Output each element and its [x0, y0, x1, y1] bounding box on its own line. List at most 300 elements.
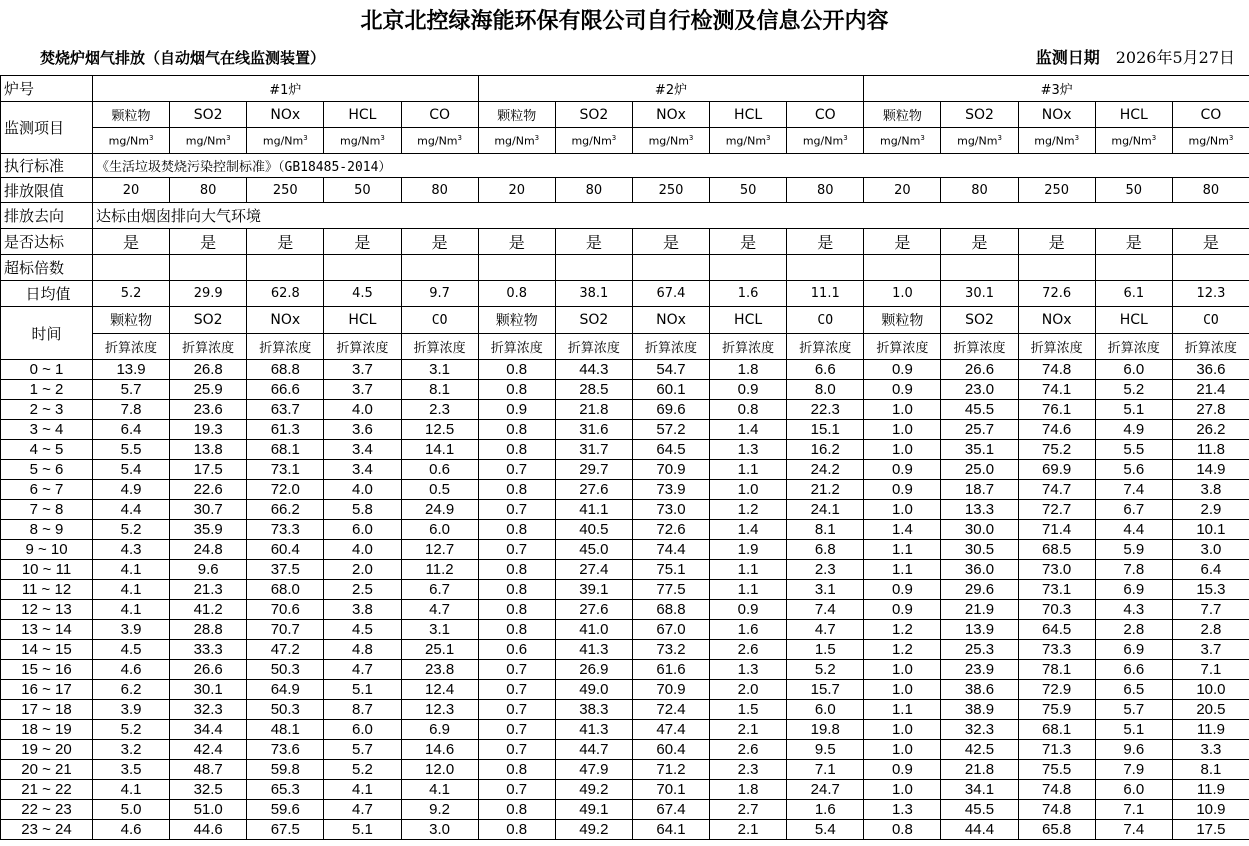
value-cell: 66.2	[247, 500, 324, 520]
daily-avg-f2-nox: 67.4	[632, 281, 709, 307]
value-cell: 39.1	[555, 580, 632, 600]
unit-text: mg/Nm	[1111, 134, 1152, 148]
value-cell: 47.4	[632, 720, 709, 740]
table-row	[1, 480, 1249, 500]
converted-label-f2-co: 折算浓度	[787, 334, 864, 360]
value-cell: 8.1	[401, 380, 478, 400]
value-cell: 69.9	[1018, 460, 1095, 480]
limit-f1-so2: 80	[170, 178, 247, 203]
daily-avg-f2-particulate: 0.8	[478, 281, 555, 307]
value-cell: 64.1	[632, 820, 709, 840]
exceed-f1-hcl	[324, 255, 401, 281]
value-cell: 12.0	[401, 760, 478, 780]
value-cell: 25.3	[941, 640, 1018, 660]
value-cell: 4.1	[401, 780, 478, 800]
table-row	[1, 720, 1249, 740]
value-cell: 25.0	[941, 460, 1018, 480]
exceed-f2-co	[787, 255, 864, 281]
value-cell: 21.9	[941, 600, 1018, 620]
value-cell: 1.0	[864, 660, 941, 680]
value-cell: 0.9	[864, 380, 941, 400]
value-cell: 0.8	[478, 440, 555, 460]
unit-superscript: 3	[920, 133, 925, 142]
value-cell: 2.3	[401, 400, 478, 420]
hour-cell: 20 ~ 21	[1, 760, 93, 780]
limit-f3-co: 80	[1172, 178, 1249, 203]
value-cell: 12.4	[401, 680, 478, 700]
value-cell: 41.3	[555, 720, 632, 740]
value-cell: 3.4	[324, 440, 401, 460]
value-cell: 73.3	[1018, 640, 1095, 660]
exceed-f3-particulate	[864, 255, 941, 281]
value-cell: 64.5	[632, 440, 709, 460]
value-cell: 14.1	[401, 440, 478, 460]
hour-cell: 9 ~ 10	[1, 540, 93, 560]
value-cell: 70.6	[247, 600, 324, 620]
hour-cell: 12 ~ 13	[1, 600, 93, 620]
value-cell: 26.6	[941, 360, 1018, 380]
table-row	[1, 500, 1249, 520]
converted-label-f3-nox: 折算浓度	[1018, 334, 1095, 360]
value-cell: 31.6	[555, 420, 632, 440]
unit-text: mg/Nm	[262, 134, 304, 148]
table-row	[1, 820, 1249, 840]
compliant-f1-particulate: 是	[93, 229, 170, 255]
daily-avg-row	[1, 281, 1249, 307]
value-cell: 57.2	[632, 420, 709, 440]
value-cell: 5.7	[93, 380, 170, 400]
limit-f2-hcl: 50	[710, 178, 787, 203]
daily-avg-f3-hcl: 6.1	[1095, 281, 1172, 307]
value-cell: 0.7	[478, 720, 555, 740]
value-cell: 0.7	[478, 540, 555, 560]
unit-f3-so2	[941, 128, 1018, 154]
value-cell: 74.8	[1018, 780, 1095, 800]
value-cell: 29.6	[941, 580, 1018, 600]
value-cell: 20.5	[1172, 700, 1249, 720]
value-cell: 4.8	[324, 640, 401, 660]
value-cell: 24.2	[787, 460, 864, 480]
unit-text: mg/Nm	[879, 134, 921, 148]
hour-cell: 10 ~ 11	[1, 560, 93, 580]
unit-f1-so2	[170, 128, 247, 154]
value-cell: 71.4	[1018, 520, 1095, 540]
value-cell: 35.1	[941, 440, 1018, 460]
value-cell: 30.7	[170, 500, 247, 520]
time-pollutant-f2-co: CO	[787, 307, 864, 334]
value-cell: 74.8	[1018, 800, 1095, 820]
value-cell: 5.1	[324, 680, 401, 700]
value-cell: 0.7	[478, 660, 555, 680]
unit-f1-hcl	[324, 128, 401, 154]
value-cell: 67.5	[247, 820, 324, 840]
compliant-f3-co: 是	[1172, 229, 1249, 255]
value-cell: 78.1	[1018, 660, 1095, 680]
value-cell: 64.5	[1018, 620, 1095, 640]
hour-cell: 14 ~ 15	[1, 640, 93, 660]
time-pollutant-f2-particulate: 颗粒物	[478, 307, 555, 334]
compliant-label: 是否达标	[1, 229, 93, 255]
value-cell: 44.6	[170, 820, 247, 840]
value-cell: 3.7	[1172, 640, 1249, 660]
table-row	[1, 520, 1249, 540]
value-cell: 2.3	[787, 560, 864, 580]
value-cell: 24.1	[787, 500, 864, 520]
value-cell: 2.6	[710, 640, 787, 660]
value-cell: 12.3	[401, 700, 478, 720]
table-subtitle: 焚烧炉烟气排放（自动烟气在线监测装置）	[40, 49, 326, 67]
value-cell: 0.7	[478, 500, 555, 520]
value-cell: 1.1	[864, 540, 941, 560]
value-cell: 0.9	[710, 600, 787, 620]
value-cell: 4.0	[324, 480, 401, 500]
daily-avg-f2-hcl: 1.6	[710, 281, 787, 307]
value-cell: 5.4	[787, 820, 864, 840]
hour-cell: 0 ~ 1	[1, 360, 93, 380]
value-cell: 0.8	[478, 360, 555, 380]
pollutant-header-f1-co: CO	[401, 102, 478, 128]
value-cell: 0.8	[864, 820, 941, 840]
value-cell: 48.1	[247, 720, 324, 740]
value-cell: 60.4	[247, 540, 324, 560]
value-cell: 25.9	[170, 380, 247, 400]
value-cell: 3.1	[401, 360, 478, 380]
value-cell: 0.7	[478, 740, 555, 760]
value-cell: 6.0	[324, 720, 401, 740]
value-cell: 1.3	[710, 440, 787, 460]
value-cell: 6.9	[1095, 580, 1172, 600]
unit-text: mg/Nm	[340, 134, 381, 148]
unit-superscript: 3	[611, 133, 617, 142]
value-cell: 4.1	[324, 780, 401, 800]
value-cell: 44.7	[555, 740, 632, 760]
hour-cell: 17 ~ 18	[1, 700, 93, 720]
value-cell: 27.8	[1172, 400, 1249, 420]
compliant-f2-hcl: 是	[710, 229, 787, 255]
hour-cell: 19 ~ 20	[1, 740, 93, 760]
value-cell: 1.1	[864, 700, 941, 720]
time-pollutant-f3-particulate: 颗粒物	[864, 307, 941, 334]
value-cell: 32.3	[170, 700, 247, 720]
value-cell: 6.0	[1095, 780, 1172, 800]
unit-superscript: 3	[303, 133, 308, 142]
value-cell: 26.9	[555, 660, 632, 680]
converted-label-f3-particulate: 折算浓度	[864, 334, 941, 360]
time-label: 时间	[1, 307, 93, 360]
value-cell: 4.4	[1095, 520, 1172, 540]
value-cell: 6.4	[1172, 560, 1249, 580]
value-cell: 0.9	[710, 380, 787, 400]
exceed-f1-particulate	[93, 255, 170, 281]
hour-cell: 22 ~ 23	[1, 800, 93, 820]
furnace-1-header: #1炉	[93, 76, 479, 102]
unit-superscript: 3	[380, 133, 385, 142]
unit-row	[1, 128, 1249, 154]
value-cell: 4.1	[93, 560, 170, 580]
emission-table	[0, 75, 1249, 840]
value-cell: 1.6	[787, 800, 864, 820]
value-cell: 2.9	[1172, 500, 1249, 520]
value-cell: 13.8	[170, 440, 247, 460]
value-cell: 6.0	[324, 520, 401, 540]
value-cell: 74.1	[1018, 380, 1095, 400]
value-cell: 36.0	[941, 560, 1018, 580]
value-cell: 3.5	[93, 760, 170, 780]
exceed-f2-hcl	[710, 255, 787, 281]
value-cell: 60.1	[632, 380, 709, 400]
value-cell: 26.6	[170, 660, 247, 680]
hour-cell: 15 ~ 16	[1, 660, 93, 680]
value-cell: 33.3	[170, 640, 247, 660]
table-row	[1, 560, 1249, 580]
value-cell: 4.0	[324, 540, 401, 560]
unit-f2-so2	[555, 128, 632, 154]
value-cell: 4.1	[93, 780, 170, 800]
value-cell: 26.8	[170, 360, 247, 380]
value-cell: 7.7	[1172, 600, 1249, 620]
unit-text: mg/Nm	[802, 134, 844, 148]
compliant-f1-so2: 是	[170, 229, 247, 255]
value-cell: 7.4	[787, 600, 864, 620]
value-cell: 0.8	[478, 600, 555, 620]
unit-text: mg/Nm	[1034, 134, 1075, 148]
value-cell: 19.3	[170, 420, 247, 440]
destination-row	[1, 203, 1249, 229]
value-cell: 0.7	[478, 780, 555, 800]
value-cell: 5.4	[93, 460, 170, 480]
value-cell: 70.7	[247, 620, 324, 640]
value-cell: 4.6	[93, 820, 170, 840]
value-cell: 5.1	[324, 820, 401, 840]
value-cell: 50.3	[247, 700, 324, 720]
value-cell: 0.9	[864, 600, 941, 620]
value-cell: 1.1	[710, 460, 787, 480]
value-cell: 71.2	[632, 760, 709, 780]
table-row	[1, 760, 1249, 780]
limit-f2-nox: 250	[632, 178, 709, 203]
value-cell: 28.5	[555, 380, 632, 400]
value-cell: 11.9	[1172, 720, 1249, 740]
value-cell: 0.9	[864, 480, 941, 500]
furnace-2-header: #2炉	[478, 76, 864, 102]
hour-cell: 11 ~ 12	[1, 580, 93, 600]
limit-f1-nox: 250	[247, 178, 324, 203]
unit-text: mg/Nm	[417, 134, 458, 148]
time-pollutant-f1-particulate: 颗粒物	[93, 307, 170, 334]
value-cell: 3.6	[324, 420, 401, 440]
value-cell: 15.7	[787, 680, 864, 700]
hour-cell: 1 ~ 2	[1, 380, 93, 400]
value-cell: 4.5	[324, 620, 401, 640]
table-row	[1, 620, 1249, 640]
value-cell: 13.3	[941, 500, 1018, 520]
value-cell: 21.8	[941, 760, 1018, 780]
pollutant-header-f2-co: CO	[787, 102, 864, 128]
date-label: 监测日期	[1035, 48, 1100, 67]
pollutant-header-f3-co: CO	[1172, 102, 1249, 128]
value-cell: 0.9	[478, 400, 555, 420]
compliant-f3-nox: 是	[1018, 229, 1095, 255]
converted-label-f2-hcl: 折算浓度	[710, 334, 787, 360]
table-row	[1, 400, 1249, 420]
value-cell: 75.9	[1018, 700, 1095, 720]
value-cell: 69.6	[632, 400, 709, 420]
value-cell: 1.0	[864, 680, 941, 700]
compliant-f2-nox: 是	[632, 229, 709, 255]
value-cell: 3.0	[401, 820, 478, 840]
value-cell: 54.7	[632, 360, 709, 380]
value-cell: 73.1	[247, 460, 324, 480]
value-cell: 65.8	[1018, 820, 1095, 840]
value-cell: 36.6	[1172, 360, 1249, 380]
value-cell: 48.7	[170, 760, 247, 780]
pollutant-header-f2-particulate: 颗粒物	[478, 102, 555, 128]
value-cell: 26.2	[1172, 420, 1249, 440]
value-cell: 1.3	[864, 800, 941, 820]
value-cell: 7.8	[93, 400, 170, 420]
unit-f3-hcl	[1095, 128, 1172, 154]
value-cell: 73.6	[247, 740, 324, 760]
value-cell: 21.3	[170, 580, 247, 600]
value-cell: 6.6	[1095, 660, 1172, 680]
value-cell: 49.2	[555, 820, 632, 840]
unit-f3-nox	[1018, 128, 1095, 154]
table-row	[1, 420, 1249, 440]
standard-text: 《生活垃圾焚烧污染控制标准》（GB18485-2014）	[93, 154, 1249, 178]
value-cell: 13.9	[93, 360, 170, 380]
value-cell: 3.8	[1172, 480, 1249, 500]
limit-f1-hcl: 50	[324, 178, 401, 203]
value-cell: 15.1	[787, 420, 864, 440]
unit-superscript: 3	[534, 133, 540, 142]
value-cell: 70.9	[632, 680, 709, 700]
value-cell: 1.8	[710, 780, 787, 800]
value-cell: 3.1	[787, 580, 864, 600]
value-cell: 4.7	[324, 800, 401, 820]
value-cell: 38.6	[941, 680, 1018, 700]
table-row	[1, 700, 1249, 720]
value-cell: 5.2	[93, 720, 170, 740]
value-cell: 34.4	[170, 720, 247, 740]
table-row	[1, 800, 1249, 820]
value-cell: 42.5	[941, 740, 1018, 760]
value-cell: 16.2	[787, 440, 864, 460]
value-cell: 4.1	[93, 600, 170, 620]
value-cell: 7.1	[787, 760, 864, 780]
value-cell: 18.7	[941, 480, 1018, 500]
value-cell: 0.8	[478, 380, 555, 400]
hour-cell: 6 ~ 7	[1, 480, 93, 500]
value-cell: 12.7	[401, 540, 478, 560]
value-cell: 1.9	[710, 540, 787, 560]
value-cell: 6.5	[1095, 680, 1172, 700]
value-cell: 49.0	[555, 680, 632, 700]
unit-text: mg/Nm	[494, 134, 535, 148]
monitor-item-label: 监测项目	[1, 102, 93, 154]
destination-label: 排放去向	[1, 203, 93, 229]
compliant-f1-nox: 是	[247, 229, 324, 255]
value-cell: 8.1	[787, 520, 864, 540]
exceed-f2-so2	[555, 255, 632, 281]
exceed-f3-so2	[941, 255, 1018, 281]
value-cell: 6.0	[787, 700, 864, 720]
value-cell: 2.0	[324, 560, 401, 580]
hour-cell: 23 ~ 24	[1, 820, 93, 840]
limit-row	[1, 178, 1249, 203]
value-cell: 1.6	[710, 620, 787, 640]
value-cell: 5.1	[1095, 720, 1172, 740]
compliant-row	[1, 229, 1249, 255]
value-cell: 4.7	[787, 620, 864, 640]
value-cell: 0.8	[478, 580, 555, 600]
value-cell: 47.9	[555, 760, 632, 780]
hour-cell: 5 ~ 6	[1, 460, 93, 480]
value-cell: 9.5	[787, 740, 864, 760]
value-cell: 0.8	[478, 420, 555, 440]
pollutant-header-f1-particulate: 颗粒物	[93, 102, 170, 128]
value-cell: 49.1	[555, 800, 632, 820]
value-cell: 41.1	[555, 500, 632, 520]
daily-avg-f2-co: 11.1	[787, 281, 864, 307]
table-row	[1, 580, 1249, 600]
pollutant-header-f3-hcl: HCL	[1095, 102, 1172, 128]
value-cell: 29.7	[555, 460, 632, 480]
value-cell: 2.0	[710, 680, 787, 700]
value-cell: 7.8	[1095, 560, 1172, 580]
value-cell: 74.8	[1018, 360, 1095, 380]
value-cell: 1.0	[864, 400, 941, 420]
table-row	[1, 540, 1249, 560]
value-cell: 75.5	[1018, 760, 1095, 780]
value-cell: 1.2	[864, 640, 941, 660]
unit-superscript: 3	[149, 133, 154, 142]
value-cell: 30.0	[941, 520, 1018, 540]
value-cell: 22.3	[787, 400, 864, 420]
unit-text: mg/Nm	[1188, 134, 1229, 148]
value-cell: 72.9	[1018, 680, 1095, 700]
value-cell: 35.9	[170, 520, 247, 540]
value-cell: 2.5	[324, 580, 401, 600]
unit-f1-nox	[247, 128, 324, 154]
value-cell: 4.1	[93, 580, 170, 600]
value-cell: 5.6	[1095, 460, 1172, 480]
value-cell: 38.3	[555, 700, 632, 720]
time-pollutant-f1-so2: SO2	[170, 307, 247, 334]
value-cell: 5.2	[324, 760, 401, 780]
value-cell: 0.8	[478, 800, 555, 820]
daily-avg-f1-hcl: 4.5	[324, 281, 401, 307]
value-cell: 30.1	[170, 680, 247, 700]
value-cell: 8.0	[787, 380, 864, 400]
unit-text: mg/Nm	[957, 134, 998, 148]
value-cell: 27.6	[555, 480, 632, 500]
converted-label-f2-nox: 折算浓度	[632, 334, 709, 360]
daily-avg-label: 日均值	[1, 281, 93, 307]
unit-f3-co	[1172, 128, 1249, 154]
limit-f2-particulate: 20	[478, 178, 555, 203]
value-cell: 64.9	[247, 680, 324, 700]
value-cell: 45.0	[555, 540, 632, 560]
unit-text: mg/Nm	[108, 134, 149, 148]
unit-superscript: 3	[1074, 133, 1080, 142]
unit-f1-co	[401, 128, 478, 154]
value-cell: 66.6	[247, 380, 324, 400]
table-row	[1, 740, 1249, 760]
value-cell: 2.7	[710, 800, 787, 820]
value-cell: 0.9	[864, 460, 941, 480]
value-cell: 4.7	[401, 600, 478, 620]
value-cell: 6.8	[787, 540, 864, 560]
